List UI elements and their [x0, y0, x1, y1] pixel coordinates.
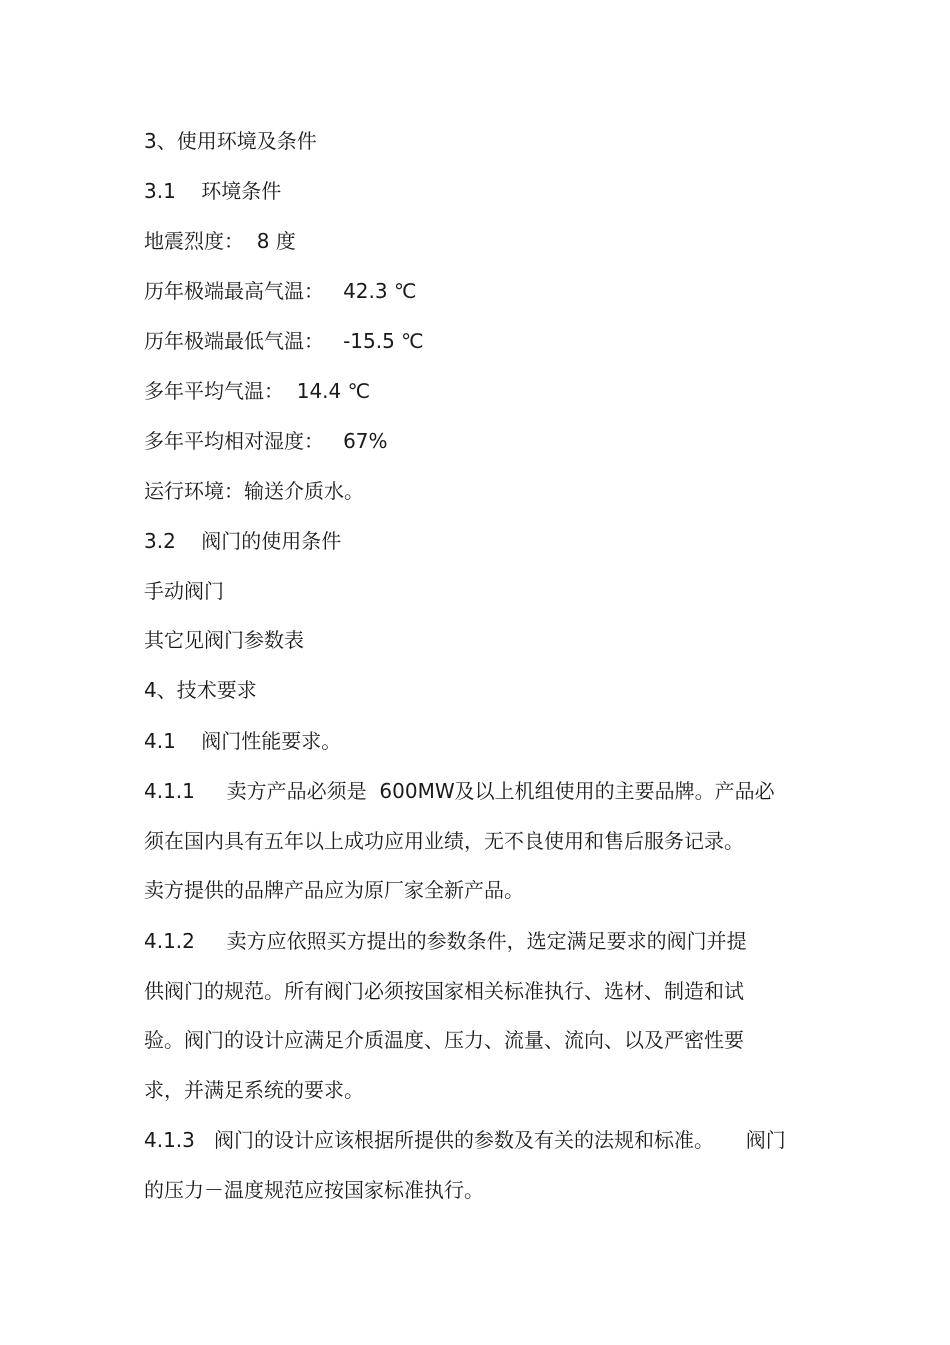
- parameter-table-ref-line: 其它见阀门参数表: [144, 628, 304, 652]
- clause-4-1-2-line-2: 供阀门的规范。所有阀门必须按国家相关标准执行、选材、制造和试: [144, 979, 744, 1003]
- clause-4-1-2-line-1: 4.1.2 卖方应依照买方提出的参数条件，选定满足要求的阀门并提: [144, 929, 747, 953]
- avg-humidity-line: 多年平均相对湿度： 67%: [144, 429, 388, 453]
- operating-environment-line: 运行环境：输送介质水。: [144, 479, 364, 503]
- heading-section-4: 4、技术要求: [144, 678, 257, 702]
- clause-4-1-2-line-3: 验。阀门的设计应满足介质温度、压力、流量、流向、以及严密性要: [144, 1028, 744, 1052]
- min-temperature-line: 历年极端最低气温： -15.5 ℃: [144, 329, 424, 353]
- clause-4-1-1-line-2: 须在国内具有五年以上成功应用业绩，无不良使用和售后服务记录。: [144, 829, 744, 853]
- clause-4-1-3-line-2: 的压力－温度规范应按国家标准执行。: [144, 1178, 484, 1202]
- heading-3-2: 3.2 阀门的使用条件: [144, 529, 342, 553]
- avg-temperature-line: 多年平均气温： 14.4 ℃: [144, 379, 371, 403]
- clause-4-1-3-line-1: 4.1.3 阀门的设计应该根据所提供的参数及有关的法规和标准。 阀门: [144, 1128, 786, 1152]
- clause-4-1-1-line-1: 4.1.1 卖方产品必须是 600MW及以上机组使用的主要品牌。产品必: [144, 779, 775, 803]
- clause-4-1-2-line-4: 求，并满足系统的要求。: [144, 1078, 364, 1102]
- seismic-intensity-line: 地震烈度： 8 度: [144, 229, 296, 253]
- clause-4-1-1-line-3: 卖方提供的品牌产品应为原厂家全新产品。: [144, 878, 524, 902]
- max-temperature-line: 历年极端最高气温： 42.3 ℃: [144, 279, 417, 303]
- manual-valve-line: 手动阀门: [144, 579, 224, 603]
- heading-section-3: 3、使用环境及条件: [144, 129, 317, 153]
- heading-4-1: 4.1 阀门性能要求。: [144, 729, 342, 753]
- heading-3-1: 3.1 环境条件: [144, 179, 282, 203]
